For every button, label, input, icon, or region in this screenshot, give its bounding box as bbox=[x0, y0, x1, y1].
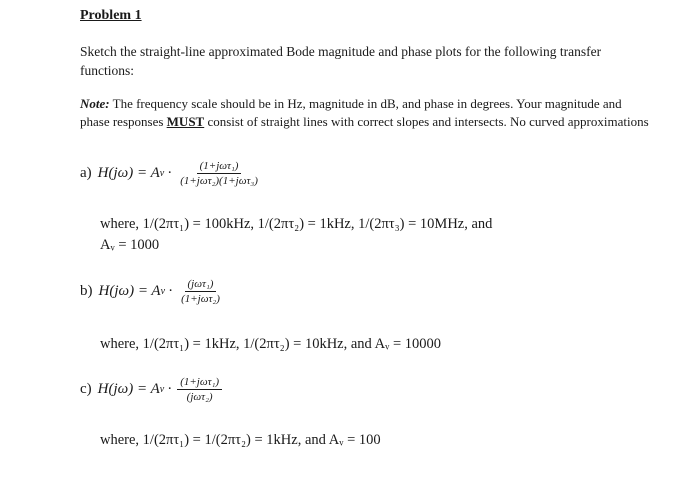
equation-a bbox=[80, 160, 261, 187]
equation-c-lhs-sub: v bbox=[159, 384, 165, 395]
part-b-label: b) bbox=[80, 283, 93, 299]
where-b-line1: where, 1/(2πτ₁) = 1kHz, 1/(2πτ₂) = 10kHz, and Aᵥ = 10000 bbox=[100, 336, 442, 352]
equation-c-fraction bbox=[177, 376, 222, 403]
equation-a-fraction bbox=[177, 160, 261, 187]
multiply-dot: · bbox=[168, 283, 174, 299]
equation-c bbox=[80, 376, 222, 403]
multiply-dot: · bbox=[167, 165, 173, 181]
where-a-line2: Aᵥ = 1000 bbox=[100, 237, 160, 253]
note-label: Note: bbox=[80, 96, 110, 111]
part-c-label: c) bbox=[80, 381, 92, 397]
equation-b-numerator: (jωτ₁) bbox=[185, 278, 217, 292]
equation-b-denominator: (1+jωτ₂) bbox=[181, 293, 220, 305]
equation-a-lhs-sub: v bbox=[159, 168, 165, 179]
equation-c-denominator: (jωτ₂) bbox=[186, 391, 213, 403]
part-a-label: a) bbox=[80, 165, 92, 181]
note-text-after: consist of straight lines with correct slopes and intersects. No curved approximations bbox=[204, 114, 649, 129]
where-c-line1: where, 1/(2πτ₁) = 1/(2πτ₂) = 1kHz, and Aᵥ = 100 bbox=[100, 432, 381, 448]
equation-b-lhs: H(jω) = A bbox=[98, 283, 161, 299]
problem-intro: Sketch the straight-line approximated Bode magnitude and phase plots for the following transfer functions: bbox=[80, 44, 602, 78]
where-a-line1: where, 1/(2πτ₁) = 100kHz, 1/(2πτ₂) = 1kHz, 1/(2πτ₃) = 10MHz, and bbox=[100, 216, 493, 232]
equation-b-lhs-sub: v bbox=[160, 286, 166, 297]
equation-b-fraction bbox=[178, 278, 223, 305]
note-paragraph bbox=[80, 95, 650, 131]
equation-a-denominator: (1+jωτ₂)(1+jωτ₃) bbox=[180, 175, 258, 187]
problem-title: Problem 1 bbox=[80, 8, 142, 23]
note-must: MUST bbox=[166, 114, 205, 129]
equation-a-lhs: H(jω) = A bbox=[97, 165, 160, 181]
equation-c-lhs: H(jω) = A bbox=[97, 381, 160, 397]
equation-b bbox=[80, 278, 223, 305]
multiply-dot: · bbox=[167, 381, 173, 397]
note-text-before: The frequency scale should be in Hz, magnitude in dB, and phase in degrees. Your magnitude and phase responses bbox=[80, 96, 622, 129]
equation-c-numerator: (1+jωτ₁) bbox=[177, 376, 222, 390]
equation-a-numerator: (1+jωτ₁) bbox=[197, 160, 242, 174]
